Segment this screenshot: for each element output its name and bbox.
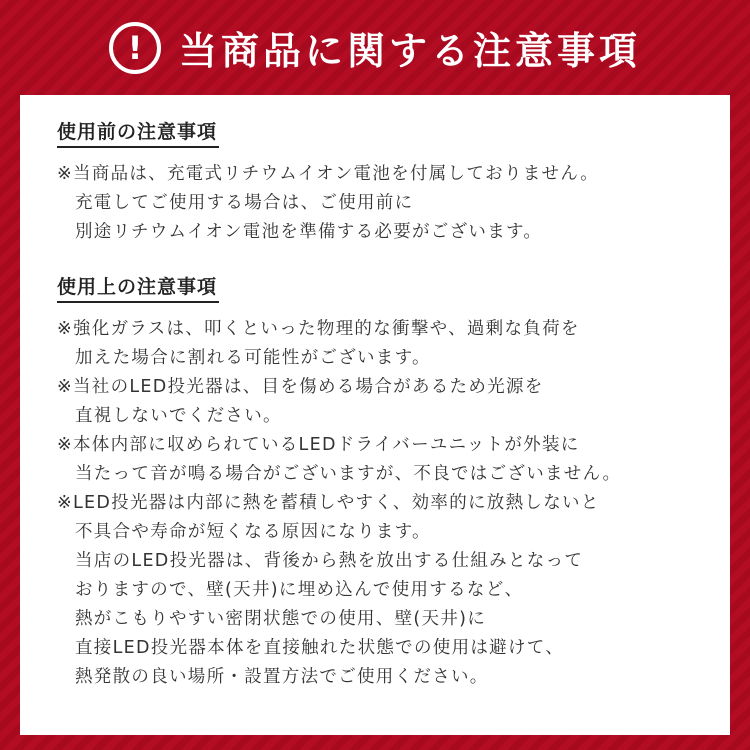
notice-line: 充電してご使用する場合は、ご使用前に <box>75 193 414 213</box>
notice-line: 直視しないでください。 <box>75 406 282 426</box>
section-lines <box>57 315 621 692</box>
notice-line: ※当社のLED投光器は、目を傷める場合があるため光源を <box>57 377 544 397</box>
notice-card <box>20 95 730 735</box>
notice-line: ※強化ガラスは、叩くといった物理的な衝撃や、過剰な負荷を <box>57 319 580 339</box>
notice-line: 当たって音が鳴る場合がございますが、不良ではございません。 <box>75 464 622 484</box>
exclamation-icon: ! <box>109 22 161 74</box>
notice-line: ※本体内部に収められているLEDドライバーユニットが外装に <box>57 435 580 455</box>
section-before-use <box>57 117 599 247</box>
notice-line: 加えた場合に割れる可能性がございます。 <box>75 348 431 368</box>
header-banner <box>0 0 750 95</box>
notice-line: ※当商品は、充電式リチウムイオン電池を付属しておりません。 <box>57 164 600 184</box>
section-lines <box>57 160 599 247</box>
notice-line: おりますので、壁(天井)に埋め込んで使用するなど、 <box>75 580 524 600</box>
notice-line: 当店のLED投光器は、背後から熱を放出する仕組みとなって <box>75 551 584 571</box>
section-during-use <box>57 272 621 692</box>
section-title: 使用前の注意事項 <box>57 117 219 148</box>
notice-line: 熱がこもりやすい密閉状態での使用、壁(天井)に <box>75 609 487 629</box>
notice-line: 不具合や寿命が短くなる原因になります。 <box>75 522 431 542</box>
section-title: 使用上の注意事項 <box>57 272 219 303</box>
notice-line: 別途リチウムイオン電池を準備する必要がございます。 <box>75 222 543 242</box>
page-title: 当商品に関する注意事項 <box>178 29 641 73</box>
notice-line: ※LED投光器は内部に熱を蓄積しやすく、効率的に放熱しないと <box>57 493 600 513</box>
notice-line: 熱発散の良い場所・設置方法でご使用ください。 <box>75 667 489 687</box>
notice-line: 直接LED投光器本体を直接触れた状態での使用は避けて、 <box>75 638 565 658</box>
